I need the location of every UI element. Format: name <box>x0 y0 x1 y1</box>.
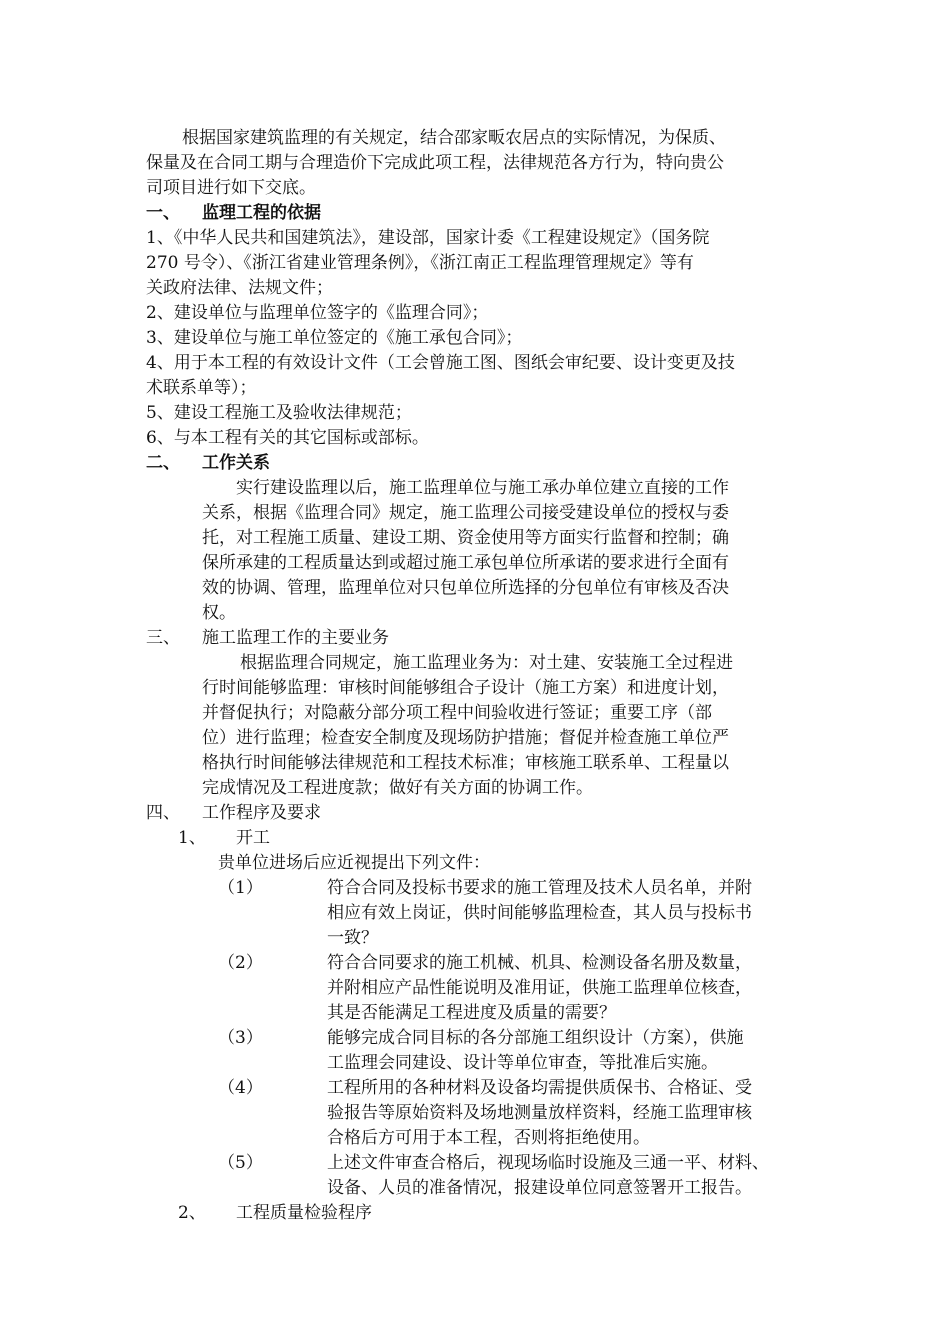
item1-line-2: 相应有效上岗证，供时间能够监理检查，其人员与投标书 <box>327 903 752 923</box>
section2-line-5: 效的协调、管理，监理单位对只包单位所选择的分包单位有审核及否决 <box>202 578 729 598</box>
section1-line-3: 关政府法律、法规文件； <box>146 278 333 298</box>
sub1-title: 开工 <box>236 828 270 848</box>
section1-line-8: 5、建设工程施工及验收法律规范； <box>146 403 412 423</box>
section1-line-4: 2、建设单位与监理单位签字的《监理合同》； <box>146 303 489 323</box>
sub2-number: 2、 <box>178 1203 206 1223</box>
item3-line-1: 能够完成合同目标的各分部施工组织设计（方案），供施 <box>327 1028 744 1048</box>
section3-line-4: 位）进行监理；检查安全制度及现场防护措施；督促并检查施工单位严 <box>202 728 729 748</box>
section2-line-6: 权。 <box>202 603 236 623</box>
section3-line-6: 完成情况及工程进度款；做好有关方面的协调工作。 <box>202 778 593 798</box>
item4-number: （4） <box>218 1078 263 1098</box>
item2-line-3: 其是否能满足工程进度及质量的需要？ <box>327 1003 616 1023</box>
section2-title: 工作关系 <box>202 453 270 473</box>
item5-line-2: 设备、人员的准备情况，报建设单位同意签署开工报告。 <box>327 1178 752 1198</box>
section1-line-1: 1、《中华人民共和国建筑法》，建设部，国家计委《工程建设规定》（国务院 <box>146 228 710 248</box>
section1-title: 监理工程的依据 <box>202 203 321 223</box>
section4-number: 四、 <box>146 803 180 823</box>
section3-line-3: 并督促执行；对隐蔽分部分项工程中间验收进行签证；重要工序（部 <box>202 703 712 723</box>
section2-line-1: 实行建设监理以后，施工监理单位与施工承办单位建立直接的工作 <box>236 478 729 498</box>
item1-number: （1） <box>218 878 263 898</box>
section1-line-6: 4、用于本工程的有效设计文件（工会曾施工图、图纸会审纪要、设计变更及技 <box>146 353 735 373</box>
item4-line-1: 工程所用的各种材料及设备均需提供质保书、合格证、受 <box>327 1078 752 1098</box>
item3-number: （3） <box>218 1028 263 1048</box>
sub1-lead: 贵单位进场后应近视提出下列文件： <box>218 853 490 873</box>
item1-line-3: 一致？ <box>327 928 378 948</box>
section4-title: 工作程序及要求 <box>202 803 321 823</box>
section1-line-5: 3、建设单位与施工单位签定的《施工承包合同》； <box>146 328 523 348</box>
item2-number: （2） <box>218 953 263 973</box>
section3-line-2: 行时间能够监理：审核时间能够组合子设计（施工方案）和进度计划， <box>202 678 729 698</box>
section3-title: 施工监理工作的主要业务 <box>202 628 389 648</box>
item3-line-2: 工监理会同建设、设计等单位审查，等批准后实施。 <box>327 1053 718 1073</box>
item4-line-2: 验报告等原始资料及场地测量放样资料，经施工监理审核 <box>327 1103 752 1123</box>
section2-line-4: 保所承建的工程质量达到或超过施工承包单位所承诺的要求进行全面有 <box>202 553 729 573</box>
item5-line-1: 上述文件审查合格后，视现场临时设施及三通一平、材料、 <box>327 1153 769 1173</box>
section3-number: 三、 <box>146 628 180 648</box>
section2-number: 二、 <box>146 453 180 473</box>
item2-line-1: 符合合同要求的施工机械、机具、检测设备名册及数量， <box>327 953 752 973</box>
section3-line-1: 根据监理合同规定，施工监理业务为：对土建、安装施工全过程进 <box>240 653 733 673</box>
sub2-title: 工程质量检验程序 <box>236 1203 372 1223</box>
section2-line-3: 托，对工程施工质量、建设工期、资金使用等方面实行监督和控制；确 <box>202 528 729 548</box>
intro-line-3: 司项目进行如下交底。 <box>146 178 316 198</box>
intro-line-1: 根据国家建筑监理的有关规定，结合邵家畈农居点的实际情况，为保质、 <box>182 128 726 148</box>
section3-line-5: 格执行时间能够法律规范和工程技术标准；审核施工联系单、工程量以 <box>202 753 729 773</box>
section1-number: 一、 <box>146 203 180 223</box>
sub1-number: 1、 <box>178 828 206 848</box>
item1-line-1: 符合合同及投标书要求的施工管理及技术人员名单，并附 <box>327 878 752 898</box>
item4-line-3: 合格后方可用于本工程，否则将拒绝使用。 <box>327 1128 650 1148</box>
section1-line-7: 术联系单等）； <box>146 378 257 398</box>
intro-line-2: 保量及在合同工期与合理造价下完成此项工程，法律规范各方行为，特向贵公 <box>146 153 724 173</box>
section1-line-9: 6、与本工程有关的其它国标或部标。 <box>146 428 429 448</box>
section1-line-2: 270 号令）、《浙江省建业管理条例》，《浙江南正工程监理管理规定》等有 <box>146 253 694 273</box>
item5-number: （5） <box>218 1153 263 1173</box>
section2-line-2: 关系，根据《监理合同》规定，施工监理公司接受建设单位的授权与委 <box>202 503 729 523</box>
item2-line-2: 并附相应产品性能说明及准用证，供施工监理单位核查， <box>327 978 752 998</box>
